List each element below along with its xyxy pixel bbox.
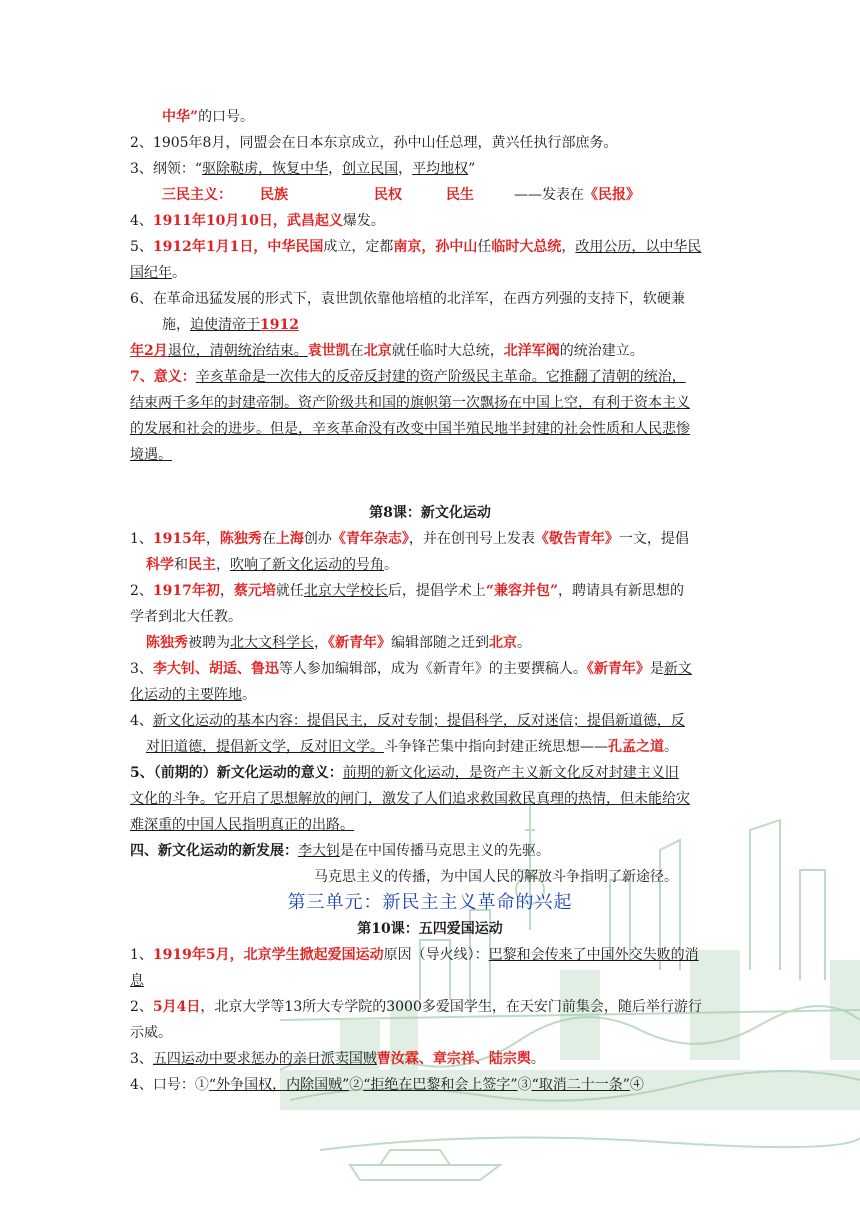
line-slogans — [130, 1072, 730, 1098]
text-red: ， — [421, 239, 436, 255]
text-underlined: 前期的新文化运动，是资产主义新文化反对封建主义旧 — [342, 765, 679, 781]
text: 成立，定都 — [323, 239, 394, 255]
text-underlined: 息 — [130, 973, 144, 989]
text-red: 鲁迅 — [250, 661, 279, 677]
text-red: 袁世凯 — [307, 343, 350, 359]
line-program — [130, 156, 730, 182]
text-red: 中华民国 — [267, 239, 324, 255]
text: ， — [219, 583, 234, 599]
text-red-underlined: 年2月 — [130, 343, 168, 359]
text-red: 陈独秀 — [219, 531, 262, 547]
line-chen-duxiu — [130, 630, 730, 656]
line-1919 — [130, 942, 730, 968]
text-underlined: 的发展和社会的进步。但是，辛亥革命没有改变中国半殖民地半封建的社会性质和人民悲惨 — [130, 421, 690, 437]
text: 爆发。 — [342, 213, 385, 229]
text: ③ — [517, 1077, 532, 1093]
text-underlined: 新文 — [663, 661, 692, 677]
text-red: ， — [229, 947, 244, 963]
text: 。 — [172, 265, 186, 281]
text: ， — [314, 635, 328, 651]
line-early-significance — [130, 760, 730, 786]
text: ， — [205, 531, 220, 547]
text-underlined: 化运动的主要阵地 — [130, 687, 242, 703]
text-red: 7、意义： — [130, 369, 196, 385]
text-bold: 四、新文化运动的新发展： — [130, 843, 298, 859]
text: 3、 — [130, 661, 153, 677]
text: 是在中国传播马克思主义的先驱。 — [340, 843, 550, 859]
spacer — [130, 468, 730, 500]
text: 施， — [162, 317, 190, 333]
text: 6、在革命迅猛发展的形式下，袁世凯依靠他培植的北洋军，在西方列强的支持下，软硬兼 — [130, 291, 685, 307]
text-underlined: 结束两千多年的封建帝制。资产阶级共和国的旗帜第一次飘扬在中国上空，有利于资本主义 — [130, 395, 690, 411]
text-underlined: “外争国权，内除国贼” — [208, 1077, 350, 1093]
text-underlined: 辛亥革命是一次伟大的反帝反封建的资产阶级民主革命。它推翻了清朝的统治， — [195, 369, 686, 385]
text-underlined: 创立民国 — [342, 161, 399, 177]
text-underlined: “拒绝在巴黎和会上签字” — [363, 1077, 518, 1093]
text-bold: 5、（前期的）新文化运动的意义： — [130, 765, 343, 781]
text-underlined: 李大钊 — [298, 843, 340, 859]
line-may-4 — [130, 994, 730, 1020]
text: 。 — [517, 635, 531, 651]
text: ④ — [629, 1077, 644, 1093]
text-red: 孔孟之道 — [608, 739, 664, 755]
text-underlined: 五四运动中要求惩办的亲日派卖国贼 — [152, 1051, 377, 1067]
text: ， — [216, 557, 230, 573]
text: 就任 — [275, 583, 304, 599]
line-1919-cont — [130, 968, 730, 994]
heading: 第10课：五四爱国运动 — [357, 921, 503, 937]
text: ② — [349, 1077, 364, 1093]
text-red: 民权 — [374, 187, 402, 203]
line-1917-cont — [130, 604, 730, 630]
text: 4、口号：① — [130, 1077, 209, 1093]
text-red: ， — [253, 239, 268, 255]
text-underlined: “取消二十一条” — [531, 1077, 630, 1093]
text-red: 民族 — [260, 187, 288, 203]
text: 被聘为 — [188, 635, 230, 651]
text-red: 《新青年》 — [328, 635, 391, 651]
line-significance-3 — [130, 416, 730, 442]
text: 1、 — [130, 531, 153, 547]
text-red-underlined: 1912 — [260, 317, 299, 333]
text: ， — [398, 161, 413, 177]
line-roc-founded-cont — [130, 260, 730, 286]
text-red: 、 — [474, 1051, 489, 1067]
text-red: 中华” — [162, 109, 199, 125]
notes-body — [130, 104, 730, 1098]
line-early-significance-2 — [130, 786, 730, 812]
text-red: 北京 — [489, 635, 517, 651]
text: 一文，提倡 — [618, 531, 689, 547]
line-qing-ends — [130, 338, 730, 364]
text-red: 民生 — [446, 187, 474, 203]
text: ——发表在 — [514, 187, 584, 203]
text: 在 — [349, 343, 364, 359]
text: 。 — [664, 739, 678, 755]
text: 2、1905年8月，同盟会在日本东京成立，孙中山任总理，黄兴任执行部庶务。 — [130, 135, 618, 151]
text: 创办 — [303, 531, 332, 547]
text-underlined: 吹响了新文化运动的号角 — [230, 557, 384, 573]
text-red: 、 — [236, 661, 251, 677]
line-may-4-cont — [130, 1020, 730, 1046]
text: 原因（导火线）： — [383, 947, 489, 963]
text-red: 1919年5月 — [152, 947, 230, 963]
text: ， — [561, 239, 576, 255]
text-red: 李大钊 — [152, 661, 195, 677]
text-red: 章宗祥 — [432, 1051, 475, 1067]
text: 5、 — [130, 239, 153, 255]
line-abdication — [130, 312, 730, 338]
text-underlined: 改用公历，以中华民 — [575, 239, 702, 255]
line-significance-4 — [130, 442, 730, 468]
text-red: “兼容并包” — [485, 583, 558, 599]
text-red: 北京学生掀起爱国运动 — [243, 947, 384, 963]
text: 的统治建立。 — [559, 343, 644, 359]
text-underlined: 新文化运动的基本内容：提倡民主，反对专制；提倡科学，反对迷信；提倡新道德，反 — [152, 713, 685, 729]
text-red: 《青年杂志》 — [331, 531, 409, 547]
text: 。 — [384, 557, 398, 573]
text-red: 1911年10月10日 — [152, 213, 273, 229]
line-editors — [130, 656, 730, 682]
text-red: 南京 — [393, 239, 422, 255]
text-red: 陆宗舆 — [488, 1051, 531, 1067]
text-underlined: 文化的斗争。它开启了思想解放的闸门，激发了人们追求救国救民真理的热情，但未能给灾 — [130, 791, 690, 807]
text: 和 — [174, 557, 188, 573]
text: 4、 — [130, 713, 153, 729]
line-science-democracy — [130, 552, 730, 578]
line-marxism — [130, 864, 730, 890]
text-red: 、 — [194, 661, 209, 677]
line-new-development — [130, 838, 730, 864]
line-traitors — [130, 1046, 730, 1072]
text: 在 — [261, 531, 276, 547]
text-red: 上海 — [275, 531, 304, 547]
text-red: 临时大总统 — [491, 239, 562, 255]
text: 是 — [649, 661, 664, 677]
line-yuan-shikai — [130, 286, 730, 312]
unit-3-title — [130, 890, 730, 916]
text-red: 1915年 — [152, 531, 206, 547]
text-red: 《民报》 — [584, 187, 640, 203]
line-basic-content — [130, 708, 730, 734]
text-red: 三民主义： — [162, 187, 232, 203]
heading: 第8课：新文化运动 — [369, 505, 491, 521]
text-red: 曹汝霖 — [376, 1051, 419, 1067]
text: 编辑部随之迁到 — [391, 635, 489, 651]
text: 3、纲领：“ — [130, 161, 203, 177]
text-underlined: 北京大学校长 — [303, 583, 388, 599]
lesson-8-title — [130, 500, 730, 526]
text: ，北京大学等13所大专学院的3000多爱国学生，在天安门前集会，随后举行游行 — [200, 999, 702, 1015]
text: 1、 — [130, 947, 153, 963]
text-underlined: 退位，清朝统治结束。 — [167, 343, 308, 359]
text-underlined: 难深重的中国人民指明真正的出路。 — [130, 817, 354, 833]
text: 任 — [477, 239, 492, 255]
line-basic-content-cont — [130, 734, 730, 760]
text: 学者到北大任教。 — [130, 609, 242, 625]
text-underlined: 驱除鞑虏，恢复中华 — [202, 161, 329, 177]
text-red: 民主 — [188, 557, 216, 573]
text-red: 5月4日 — [152, 999, 201, 1015]
text: 后，提倡学术上 — [387, 583, 486, 599]
text-underlined: 国纪年 — [130, 265, 172, 281]
text-underlined: 迫使清帝于 — [190, 317, 260, 333]
text-red: 、 — [418, 1051, 433, 1067]
line-significance — [130, 364, 730, 390]
line-1917 — [130, 578, 730, 604]
text: ， — [328, 161, 343, 177]
text: 等人参加编辑部，成为《新青年》的主要撰稿人。 — [278, 661, 587, 677]
line-three-principles — [130, 182, 730, 208]
text-red: 陈独秀 — [146, 635, 188, 651]
text-red: 1912年1月1日 — [152, 239, 254, 255]
text: 的口号。 — [198, 109, 255, 125]
text: 示威。 — [130, 1025, 172, 1041]
unit-heading: 第三单元：新民主主义革命的兴起 — [287, 892, 573, 913]
text-red: 北洋军阀 — [503, 343, 560, 359]
lesson-10-title — [130, 916, 730, 942]
text-underlined: 巴黎和会传来了中国外交失败的消 — [488, 947, 699, 963]
text: 4、 — [130, 213, 153, 229]
line-editors-cont — [130, 682, 730, 708]
text-red: 《新青年》 — [586, 661, 650, 677]
line-tongmenghui — [130, 130, 730, 156]
text: 2、 — [130, 583, 153, 599]
text: 。 — [530, 1051, 545, 1067]
text-underlined: 对旧道德，提倡新文学，反对旧文学。 — [146, 739, 384, 755]
line-roc-founded — [130, 234, 730, 260]
text: 。 — [242, 687, 256, 703]
text-red: 《敬告青年》 — [534, 531, 619, 547]
text-red: 科学 — [146, 557, 174, 573]
line-slogan-end — [130, 104, 730, 130]
text: ，并在创刊号上发表 — [408, 531, 535, 547]
text-underlined: 平均地权 — [412, 161, 469, 177]
text: 斗争锋芒集中指向封建正统思想—— — [384, 739, 608, 755]
line-wuchang — [130, 208, 730, 234]
text: 3、 — [130, 1051, 153, 1067]
text-red: 蔡元培 — [233, 583, 276, 599]
text: ，聘请具有新思想的 — [558, 583, 684, 599]
line-1915 — [130, 526, 730, 552]
text-underlined: 境遇。 — [130, 447, 172, 463]
text: 2、 — [130, 999, 153, 1015]
text-red: 孙中山 — [435, 239, 478, 255]
line-significance-2 — [130, 390, 730, 416]
text-red: 武昌起义 — [286, 213, 343, 229]
text: 就任临时大总统， — [391, 343, 504, 359]
text-red: ， — [272, 213, 287, 229]
text-red: 北京 — [363, 343, 392, 359]
text: ” — [468, 161, 476, 177]
line-early-significance-3 — [130, 812, 730, 838]
text-red: 胡适 — [208, 661, 237, 677]
text-underlined: 北大文科学长 — [230, 635, 314, 651]
text: 马克思主义的传播，为中国人民的解放斗争指明了新途径。 — [314, 869, 678, 885]
text-red: 1917年初 — [152, 583, 220, 599]
